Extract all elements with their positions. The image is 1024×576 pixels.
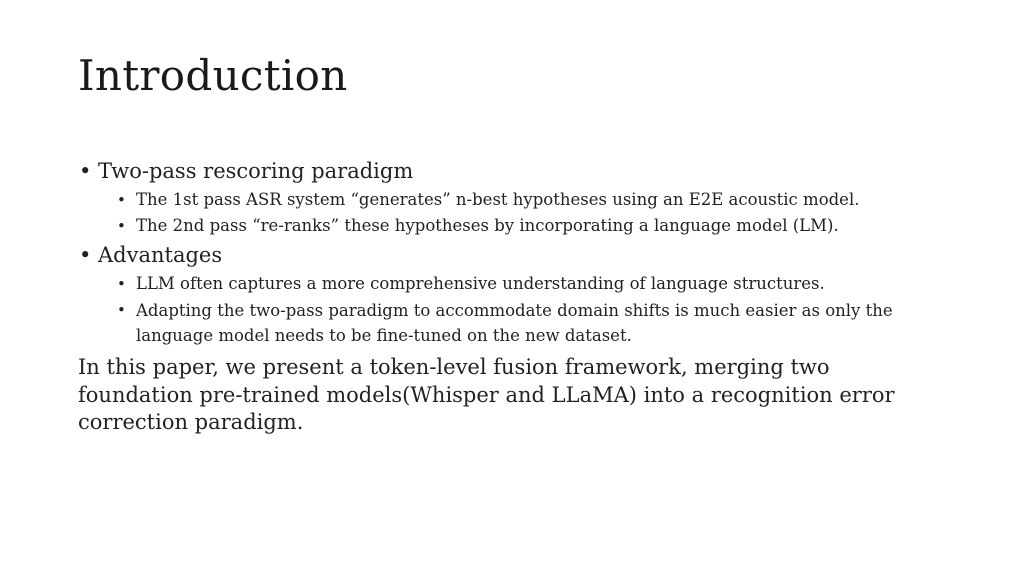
sub-bullet-first-pass: • The 1st pass ASR system “generates” n-best hypotheses using an E2E acoustic model. — [117, 188, 938, 212]
sub-bullet-second-pass: • The 2nd pass “re-ranks” these hypotheses by incorporating a language model (LM). — [117, 214, 938, 238]
sub-bullet-list-two-pass — [78, 188, 938, 238]
bullet-two-pass-rescoring: • Two-pass rescoring paradigm — [78, 156, 938, 186]
bullet-advantages: • Advantages — [78, 240, 938, 270]
sub-bullet-domain-shift: • Adapting the two-pass paradigm to accommodate domain shifts is much easier as only the language model needs to be fine-tuned on the new dataset. — [117, 298, 938, 348]
slide-content — [78, 152, 938, 437]
slide-title: Introduction — [78, 51, 348, 100]
sub-bullet-llm-understanding: • LLM often captures a more comprehensive understanding of language structures. — [117, 272, 938, 296]
summary-paragraph: In this paper, we present a token-level fusion framework, merging two foundation pre-trained models(Whisper and LLaMA) into a recognition error correction paradigm. — [78, 355, 895, 434]
sub-bullet-list-advantages — [78, 272, 938, 348]
